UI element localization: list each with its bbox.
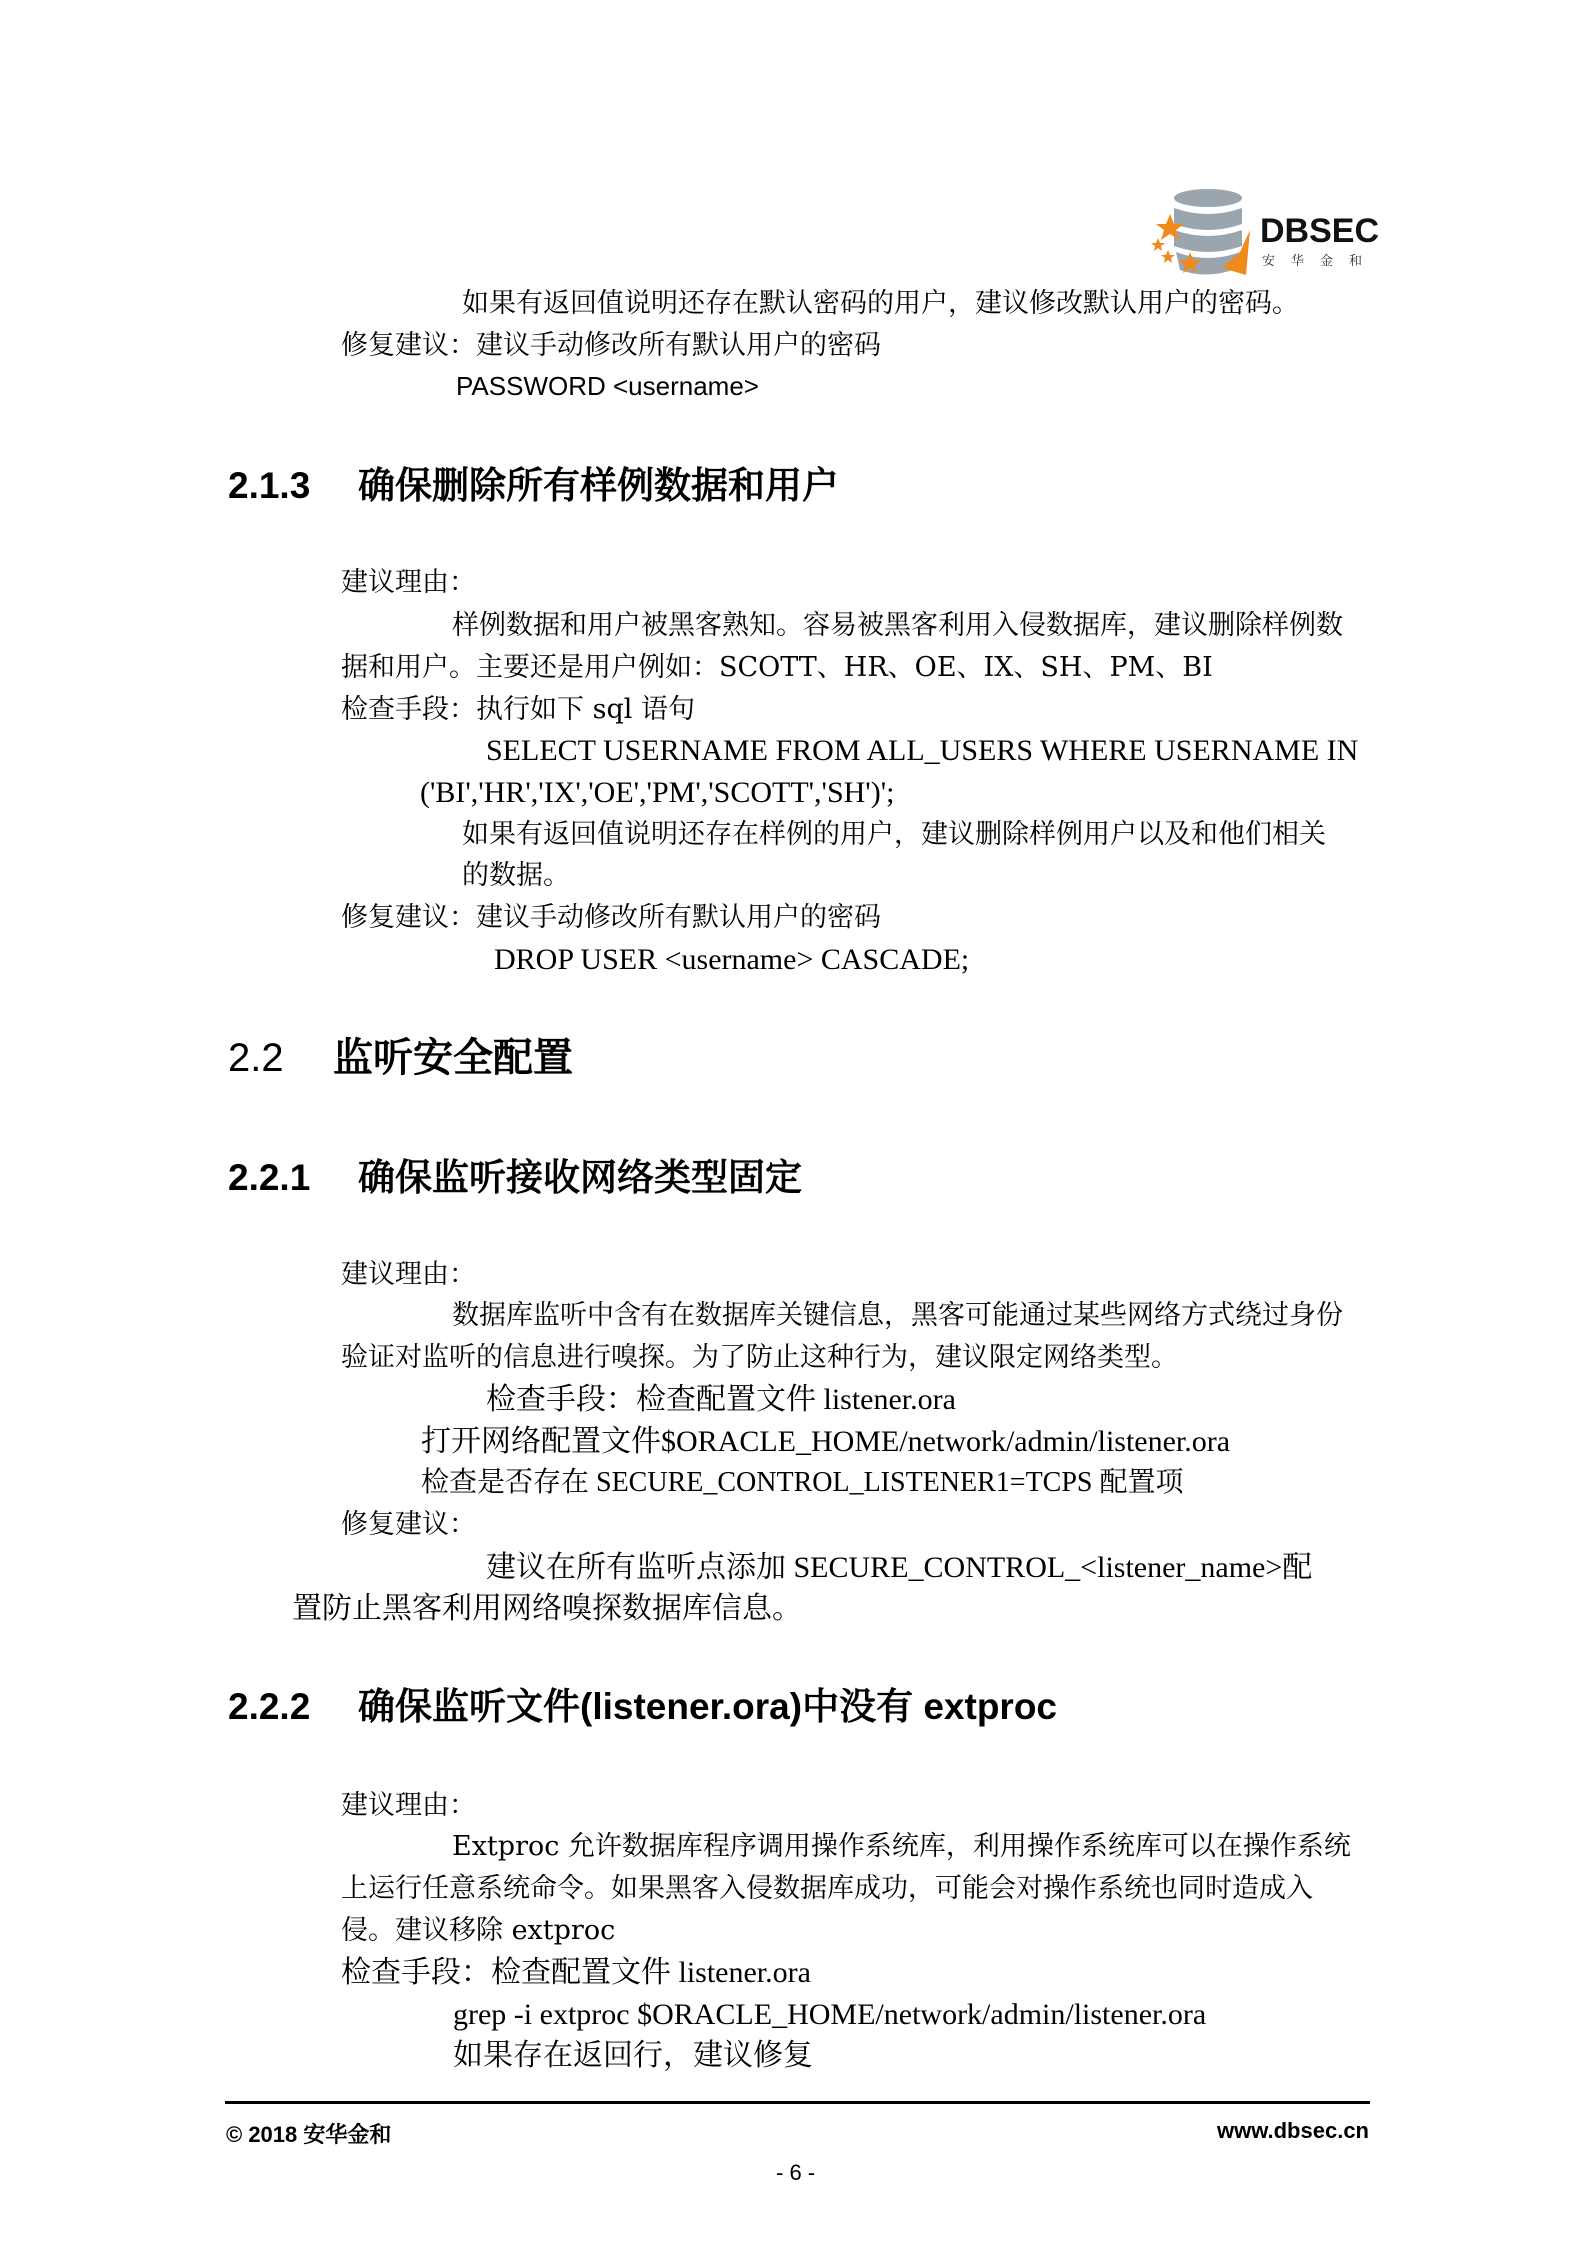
section-heading-2-2: [228, 1038, 573, 1078]
fix-label: 修复建议：建议手动修改所有默认用户的密码: [341, 902, 881, 933]
section-heading-2-1-3: [228, 467, 839, 504]
section-title: 确保监听文件(listener.ora)中没有 extproc: [358, 1686, 1058, 1727]
reason-label: 建议理由：: [341, 1259, 476, 1290]
section-title: 监听安全配置: [333, 1036, 573, 1080]
footer-copyright: © 2018 安华金和: [226, 2122, 392, 2147]
logo-brand: DBSEC: [1260, 212, 1380, 250]
dbsec-logo: [1150, 180, 1380, 285]
paragraph-line: 上运行任意系统命令。如果黑客入侵数据库成功，可能会对操作系统也同时造成入: [341, 1873, 1313, 1904]
fix-label: 修复建议：: [341, 1509, 476, 1540]
logo-subtitle: 安华金和: [1262, 254, 1379, 269]
section-heading-2-2-2: [228, 1688, 1057, 1725]
reason-label: 建议理由：: [341, 1790, 476, 1821]
section-number: 2.2.1: [228, 1157, 311, 1198]
section-number: 2.2.2: [228, 1686, 311, 1727]
fix-command: PASSWORD <username>: [456, 371, 759, 401]
check-result: 如果存在返回行，建议修复: [453, 2039, 813, 2072]
check-label: 检查手段：执行如下 sql 语句: [341, 694, 695, 725]
paragraph-line: 样例数据和用户被黑客熟知。容易被黑客利用入侵数据库，建议删除样例数: [452, 610, 1343, 641]
sql-line: ('BI','HR','IX','OE','PM','SCOTT','SH')';: [420, 776, 895, 809]
fix-line: 建议在所有监听点添加 SECURE_CONTROL_<listener_name>配: [486, 1551, 1313, 1584]
paragraph-line: 如果有返回值说明还存在默认密码的用户，建议修改默认用户的密码。: [462, 288, 1299, 319]
section-title: 确保监听接收网络类型固定: [358, 1157, 802, 1198]
section-number: 2.1.3: [228, 465, 311, 506]
page-number: - 6 -: [776, 2160, 816, 2185]
check-line: 检查是否存在 SECURE_CONTROL_LISTENER1=TCPS 配置项: [421, 1467, 1184, 1498]
check-label: 检查手段：检查配置文件 listener.ora: [341, 1956, 811, 1989]
section-title: 确保删除所有样例数据和用户: [358, 465, 839, 506]
fix-command: DROP USER <username> CASCADE;: [494, 943, 970, 976]
check-label: 检查手段：检查配置文件 listener.ora: [486, 1383, 956, 1416]
paragraph-line: 侵。建议移除 extproc: [341, 1915, 616, 1946]
paragraph-line: 的数据。: [462, 860, 570, 891]
footer-divider: [225, 2101, 1370, 2104]
database-stars-icon: [1150, 180, 1260, 285]
fix-line: 置防止黑客利用网络嗅探数据库信息。: [292, 1592, 802, 1625]
section-number: 2.2: [228, 1036, 284, 1080]
section-heading-2-2-1: [228, 1159, 802, 1196]
paragraph-line: Extproc 允许数据库程序调用操作系统库，利用操作系统库可以在操作系统: [452, 1831, 1351, 1862]
sql-line: SELECT USERNAME FROM ALL_USERS WHERE USERNAME IN: [486, 734, 1359, 767]
paragraph-line: 据和用户。主要还是用户例如：SCOTT、HR、OE、IX、SH、PM、BI: [341, 652, 1213, 683]
paragraph-line: 如果有返回值说明还存在样例的用户，建议删除样例用户以及和他们相关: [462, 819, 1326, 850]
check-line: 打开网络配置文件$ORACLE_HOME/network/admin/listener.ora: [421, 1425, 1231, 1458]
footer-website[interactable]: www.dbsec.cn: [1216, 2118, 1369, 2143]
paragraph-line: 验证对监听的信息进行嗅探。为了防止这种行为，建议限定网络类型。: [341, 1342, 1178, 1373]
check-command: grep -i extproc $ORACLE_HOME/network/admin/listener.ora: [453, 1998, 1207, 2031]
reason-label: 建议理由：: [341, 567, 476, 598]
fix-label: 修复建议：建议手动修改所有默认用户的密码: [341, 330, 881, 361]
paragraph-line: 数据库监听中含有在数据库关键信息，黑客可能通过某些网络方式绕过身份: [452, 1300, 1343, 1331]
